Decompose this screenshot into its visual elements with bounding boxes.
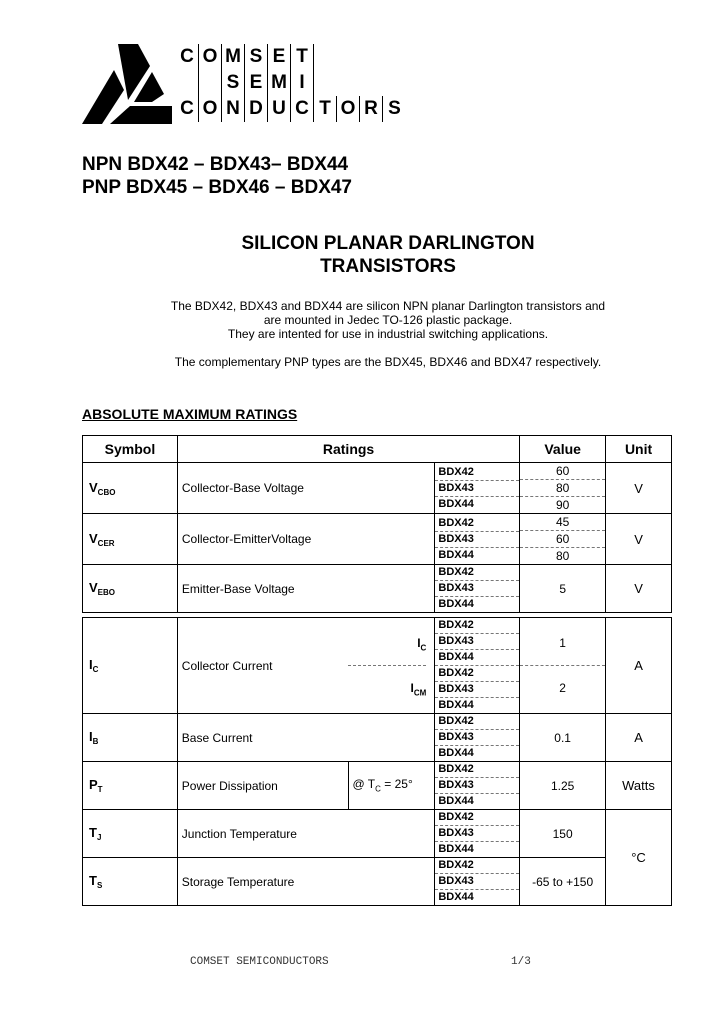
logo-letter: I — [291, 70, 314, 96]
unit-cell: V — [606, 514, 672, 565]
value-cell: 150 — [520, 810, 606, 858]
value-cell: 5 — [520, 565, 606, 613]
symbol-cell: $I_C$ — [83, 618, 178, 714]
logo-letter: S — [388, 98, 401, 119]
table-row — [83, 565, 672, 613]
header-ratings: Ratings — [177, 436, 519, 463]
table-row — [83, 810, 672, 858]
logo-letter: M — [222, 44, 245, 70]
rating-cell: Storage Temperature — [177, 858, 435, 906]
value-cell: 1 2 — [520, 618, 606, 714]
types-cell: BDX42 BDX43 BDX44 BDX42 BDX43 BDX44 — [435, 618, 520, 714]
logo-letter: C — [176, 96, 199, 122]
unit-cell: V — [606, 463, 672, 514]
logo-letter: M — [268, 70, 291, 96]
condition-cell: @ $T_C = 25^\circ$ — [348, 762, 435, 810]
logo-letter: T — [291, 44, 314, 70]
rating-cell: Power Dissipation — [177, 762, 348, 810]
logo-letter: E — [245, 70, 268, 96]
pnp-heading: PNP BDX45 – BDX46 – BDX47 — [82, 177, 352, 198]
types-cell: BDX42 BDX43 BDX44 — [435, 762, 520, 810]
rating-cell: Collector Current — [177, 618, 348, 714]
company-logo-text — [176, 44, 406, 122]
unit-cell: V — [606, 565, 672, 613]
value-cell: 45 60 80 — [520, 514, 606, 565]
description-line-1: The BDX42, BDX43 and BDX44 are silicon NPN planar Darlington transistors and — [170, 299, 606, 313]
logo-letter: O — [199, 96, 222, 122]
symbol-cell: $I_B$ — [83, 714, 178, 762]
description-line-3: They are intented for use in industrial switching applications. — [227, 327, 549, 341]
logo-letter: D — [245, 96, 268, 122]
types-cell: BDX42 BDX43 BDX44 — [435, 463, 520, 514]
types-cell: BDX42 BDX43 BDX44 — [435, 565, 520, 613]
title-line-1: SILICON PLANAR DARLINGTON — [241, 233, 535, 254]
value-cell: 0.1 — [520, 714, 606, 762]
logo-letter: E — [268, 44, 291, 70]
types-cell: BDX42 BDX43 BDX44 — [435, 514, 520, 565]
table-row — [83, 514, 672, 565]
logo-letter: S — [245, 44, 268, 70]
rating-cell: Collector-EmitterVoltage — [177, 514, 435, 565]
rating-cell: Junction Temperature — [177, 810, 435, 858]
description-line-2: are mounted in Jedec TO-126 plastic package. — [263, 313, 513, 327]
title-line-2: TRANSISTORS — [320, 256, 456, 277]
logo-letter: C — [291, 96, 314, 122]
symbol-cell: $V_{EBO}$ — [83, 565, 178, 613]
footer-company: COMSET SEMICONDUCTORS — [190, 956, 329, 968]
symbol-cell: $T_S$ — [83, 858, 178, 906]
table-row — [83, 858, 672, 906]
header-value: Value — [520, 436, 606, 463]
rating-cell: Emitter-Base Voltage — [177, 565, 435, 613]
logo-letter — [199, 70, 222, 96]
logo-letter: N — [222, 96, 245, 122]
footer-page-number: 1/3 — [511, 956, 531, 968]
rating-cell: Collector-Base Voltage — [177, 463, 435, 514]
types-cell: BDX42 BDX43 BDX44 — [435, 810, 520, 858]
symbol-cell: $V_{CER}$ — [83, 514, 178, 565]
description-line-4: The complementary PNP types are the BDX45, BDX46 and BDX47 respectively. — [174, 355, 602, 369]
symbol-cell: $P_T$ — [83, 762, 178, 810]
ic-label-cell: $I_C$ $I_{CM}$ — [348, 618, 435, 714]
value-cell: 1.25 — [520, 762, 606, 810]
table-row — [83, 463, 672, 514]
symbol-cell: $T_J$ — [83, 810, 178, 858]
logo-letter: S — [222, 70, 245, 96]
logo-letter: U — [268, 96, 291, 122]
table-row — [83, 762, 672, 810]
logo-letter — [176, 70, 199, 96]
header-unit: Unit — [606, 436, 672, 463]
value-cell: 60 80 90 — [520, 463, 606, 514]
value-cell: -65 to +150 — [520, 858, 606, 906]
table-row — [83, 714, 672, 762]
logo-letter: O — [337, 96, 360, 122]
rating-cell: Base Current — [177, 714, 435, 762]
header-symbol: Symbol — [83, 436, 178, 463]
ratings-table-voltage — [82, 435, 672, 613]
logo-letter: T — [314, 96, 337, 122]
logo-row-3 — [176, 96, 406, 122]
comset-logo-icon — [80, 42, 172, 124]
section-title: ABSOLUTE MAXIMUM RATINGS — [82, 406, 298, 422]
table-row — [83, 618, 672, 714]
unit-cell: Watts — [606, 762, 672, 810]
temperature-unit-cell: °C — [606, 810, 672, 906]
logo-letter: R — [360, 96, 383, 122]
types-cell: BDX42 BDX43 BDX44 — [435, 714, 520, 762]
unit-cell: A — [606, 618, 672, 714]
logo-letter: C — [176, 44, 199, 70]
unit-cell: A — [606, 714, 672, 762]
logo-letter: O — [199, 44, 222, 70]
types-cell: BDX42 BDX43 BDX44 — [435, 858, 520, 906]
npn-heading: NPN BDX42 – BDX43– BDX44 — [82, 154, 349, 175]
logo-row-1 — [176, 44, 406, 70]
logo-row-2 — [176, 70, 406, 96]
ratings-table-current — [82, 617, 672, 906]
table-header-row — [83, 436, 672, 463]
symbol-cell: $V_{CBO}$ — [83, 463, 178, 514]
